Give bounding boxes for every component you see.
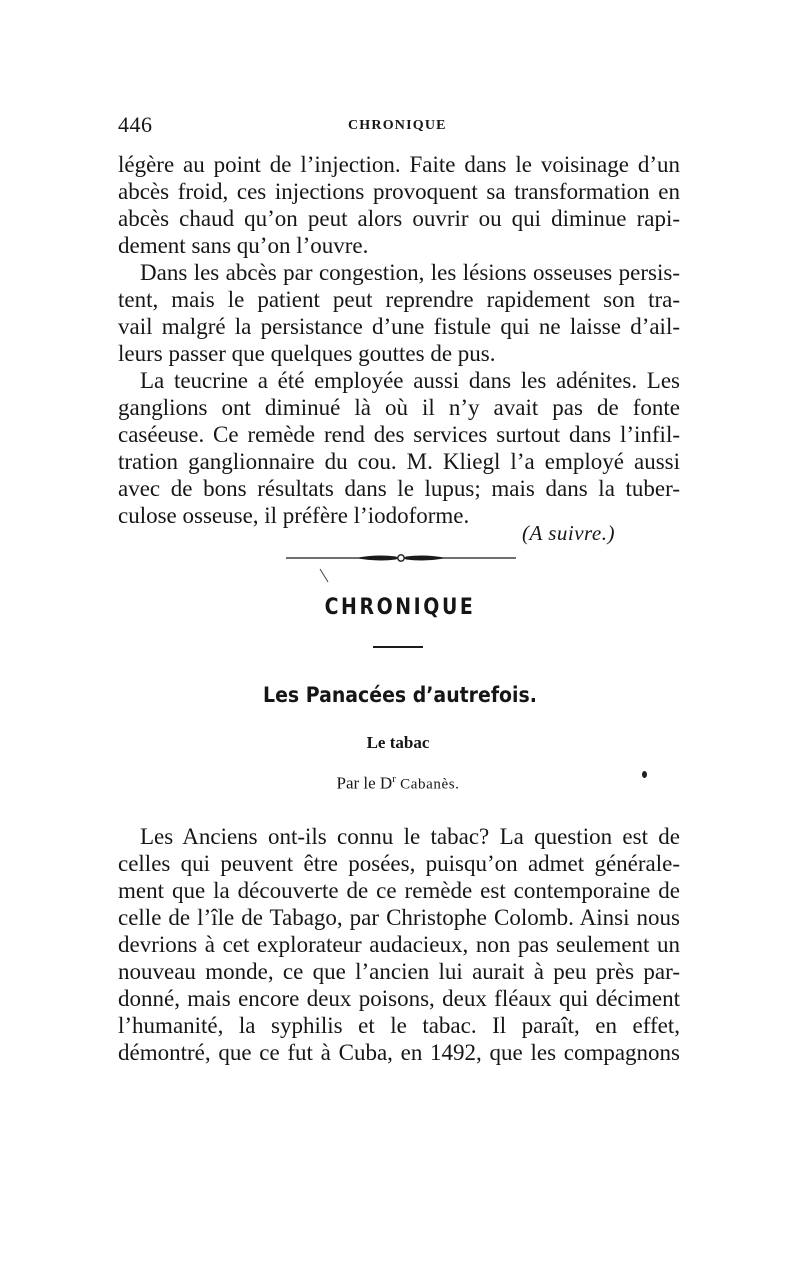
page-number: 446	[118, 112, 153, 137]
text-line: tration ganglionnaire du cou. M. Kliegl l’a employé aussi	[118, 449, 680, 474]
page-header	[118, 112, 678, 142]
text-line: devrions à cet explorateur audacieux, non pas seulement un	[118, 932, 680, 957]
text-line: vail malgré la persistance d’une fistule qui ne laisse d’ail-	[118, 314, 680, 339]
ink-speck	[642, 771, 647, 778]
text-line: ganglions ont diminué là où il n’y avait pas de fonte	[118, 395, 680, 420]
running-head: CHRONIQUE	[348, 118, 447, 133]
byline	[0, 773, 796, 794]
text-line: ment que la découverte de ce remède est contemporaine de	[118, 878, 680, 903]
article-title: Les Panacées d’autrefois.	[263, 683, 537, 707]
text-line: l’humanité, la syphilis et le tabac. Il paraît, en effet,	[118, 1013, 680, 1038]
text-line: abcès chaud qu’on peut alors ouvrir ou qui diminue rapi-	[118, 206, 680, 231]
text-line: Dans les abcès par congestion, les lésions osseuses persis-	[140, 260, 680, 285]
paragraph-continued	[118, 151, 680, 259]
text-line: caséeuse. Ce remède rend des services surtout dans l’infil-	[118, 422, 680, 447]
text-line: leurs passer que quelques gouttes de pus.	[118, 341, 496, 366]
text-line: Les Anciens ont-ils connu le tabac? La question est de	[140, 824, 680, 849]
text-line: abcès froid, ces injections provoquent sa transformation en	[118, 179, 680, 204]
text-line: avec de bons résultats dans le lupus; mais dans la tuber-	[118, 476, 680, 501]
text-line: nouveau monde, ce que l’ancien lui aurait à peu près par-	[118, 959, 680, 984]
stray-mark	[318, 568, 330, 584]
to-be-continued-note: (A suivre.)	[522, 521, 615, 545]
text-line: tent, mais le patient peut reprendre rapidement son tra-	[118, 287, 680, 312]
text-line: culose osseuse, il préfère l’iodoforme.	[118, 503, 470, 528]
text-line: celles qui peuvent être posées, puisqu’on admet générale-	[118, 851, 680, 876]
short-rule	[373, 646, 423, 648]
paragraph-abces-congestion	[118, 259, 680, 367]
text-line: celle de l’île de Tabago, par Christophe Colomb. Ainsi nous	[118, 905, 680, 930]
text-line: légère au point de l’injection. Faite dans le voisinage d’un	[118, 152, 680, 177]
text-line: dement sans qu’on l’ouvre.	[118, 233, 369, 258]
byline-prefix: Par le D	[336, 773, 393, 793]
byline-sup: r	[392, 773, 396, 785]
byline-author: Cabanès.	[400, 776, 460, 793]
ornamental-divider	[286, 548, 516, 568]
text-line: donné, mais encore deux poisons, deux fléaux qui déciment	[118, 986, 680, 1011]
text-line: démontré, que ce fut à Cuba, en 1492, que les compagnons	[118, 1040, 680, 1065]
article-subtitle: Le tabac	[366, 733, 430, 752]
article-paragraph	[118, 823, 680, 1066]
section-heading: CHRONIQUE	[324, 595, 476, 620]
text-line: La teucrine a été employée aussi dans les adénites. Les	[140, 368, 680, 393]
paragraph-teucrine	[118, 367, 680, 529]
